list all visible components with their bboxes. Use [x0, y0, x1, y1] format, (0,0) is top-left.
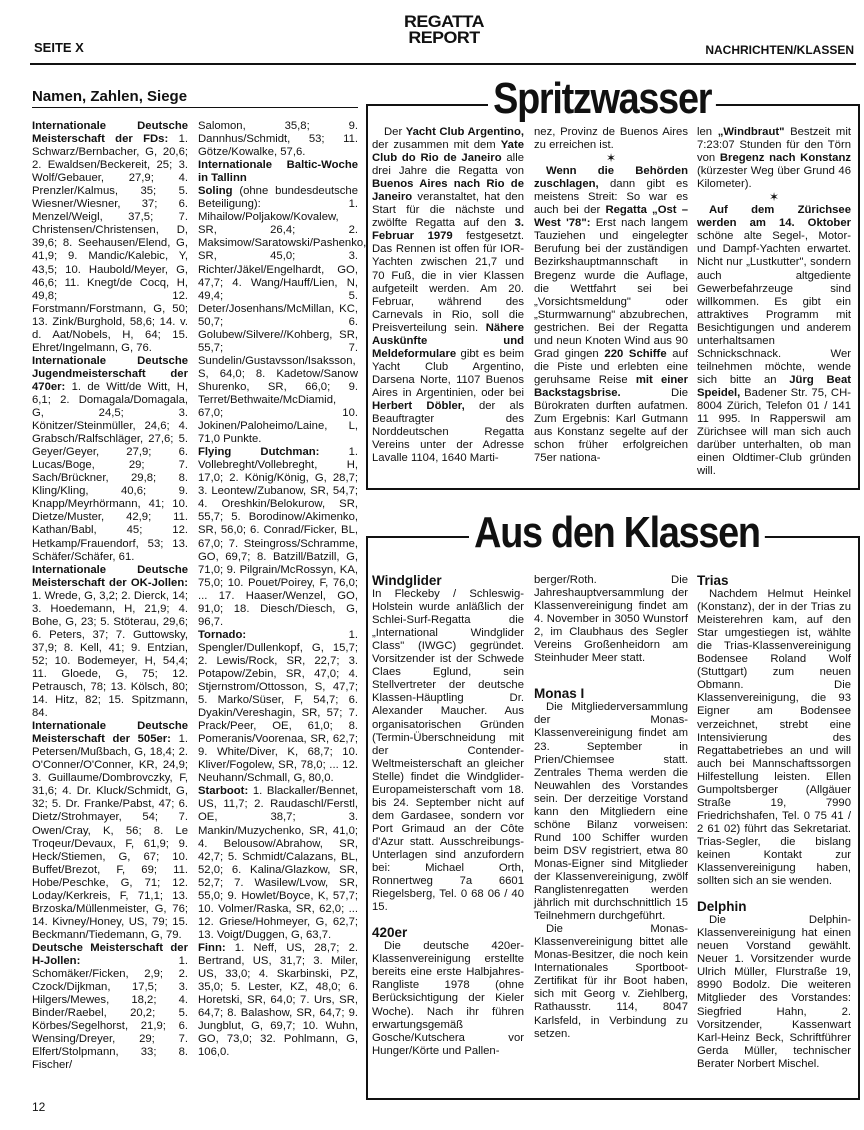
text-run: Bestzeit mit 7:23:07 Stunden für den Törn von: [697, 126, 851, 165]
bold-run: 3. Februar 1979: [372, 217, 524, 243]
text-run: der zusammen mit dem: [372, 139, 501, 152]
results-column-2: [198, 120, 367, 1059]
bold-run: 220 Schiffe: [604, 347, 667, 360]
result-entry: [32, 564, 188, 721]
page-label: SEITE X: [34, 40, 84, 55]
result-text: 1. Blackaller/Bennet, US, 11,7; 2. Raudaschl/Ferstl, OE, 38,7; 3. Mankin/Muzychenko, SR, 41,0; 4. Belousow/Abrahow, SR, 42,7; 5. Schmidt/Calazans, BL, 52,0; 6. Kalina/Glazkow, SR, 52,7; 7. Wasilew/Lvow, SR, 55,0; 9. Howlet/Boyce, K, 57,7; 10. Volmer/Raska, SR, 62,0; ... 12. Griese/Hohmeyer, G, 62,7; 13. Voigt/Duggen, G, 63,7.: [198, 785, 358, 941]
text-run: Der: [384, 126, 406, 138]
text-run: festgesetzt. Das Rennen ist offen für IOR-Yachten zwischen 21,7 und 70 Fuß, die in vier Klassen aufgeteilt werden. Am 20. Februar, während des Carnevals in Rio, soll die Preisverteilung sein.: [372, 230, 524, 334]
text-run: veranstaltet, hat den Start für die nächste und zwölfte Regatta auf den: [372, 191, 524, 230]
result-heading: Internationale Deutsche Meisterschaft der 505er:: [32, 720, 188, 746]
c420-text-cont: berger/Roth. Die Jahreshauptversammlung der Klassenvereinigung findet am 4. November in 3050 Wunstorf 2, im Claubhaus des Segler Vereins Großenheidorn am Steinhuder Meer statt.: [534, 574, 688, 665]
result-heading: Internationale Deutsche Jugendmeisterschaft der 470er:: [32, 354, 188, 393]
trias-text: Nachdem Helmut Heinkel (Konstanz), der in der Trias zu Meisterehren kam, auf den Star umgestiegen ist, wählte die Trias-Klassenvereinigung Bodensee Roland Wolf (Stuttgart) zum neuen Obmann. Die Klassenvereinigung, die 93 Eigner am Bodensee verzeichnet, strebt eine Intensivierung des Regattabetriebes an und will auch bei Mannschaftssorgen Hilfestellung leisten. Ellen Gumpoltsberger (Allgäuer Straße 19, 7990 Friedrichshafen, Tel. 0 75 41 / 2 61 02) führt das Sekretariat. Trias-Segler, die bislang keinen Kontakt zur Klassenvereinigung haben, sollten sich an sie wenden.: [697, 588, 851, 888]
page-number: 12: [32, 1100, 46, 1114]
windglider-text: In Fleckeby / Schleswig-Holstein wurde anläßlich der Schlei-Surf-Regatta die „International Windglider Class" (IWGC) gegründet. Vorsitzender ist der Schwede Claes Eglund, sein Stellvertreter der deutsche Klassen-Häuptling Dr. Alexander Maucher. Aus organisatorischen Gründen (Termin-Überschneidung mit der Contender-Weltmeisterschaft an gleicher Stelle) findet die Windglider-Europameisterschaft vom 18. bis 24. September nicht auf dem Gardasee, sondern vor Port Grimaud an der Côte d'Azur statt. Ausschreibungs-Unterlagen sind anzufordern bei: Michael Orth, Ronnertweg 7a 6601 Riegelsberg, Tel. 0 68 06 / 40 15.: [372, 588, 524, 914]
text-run: schöne alte Segel-, Motor- und Dampf-Yachten erwartet. Nicht nur „Lustkutter", sondern auch altgediente Gewerbefahrzeuge sind willkommen. Es gibt ein attraktives Programm mit Besichtigungen und anderem unterhaltsamen Schnickschnack. Wer teilnehmen möchte, wende sich bitte an: [697, 230, 851, 386]
separator-star-icon: ✶: [605, 151, 617, 166]
text-run: len: [697, 126, 718, 138]
result-text: 1. de Witt/de Witt, H, 6,1; 2. Domagala/Domagala, G, 24,5; 3. Könitzer/Steinmüller, 24,6; 4. Grabsch/Ralfschläger, 27,6; 5. Geyer/Geyer, 27,9; 6. Lucas/Boge, 29; 7. Sach/Brückner, 29,8; 8. Kling/Kling, 40,6; 9. Knapp/Meyrhörmann, 41; 10. Dietze/Muster, 42,9; 11. Kathan/Babl, 45; 12. Hetkamp/Frauendorf, 53; 13. Schäfer/Schäfer, 61.: [32, 380, 188, 563]
result-heading: Tornado:: [198, 628, 247, 641]
result-heading: Internationale Baltic-Woche in Tallinn: [198, 159, 358, 185]
result-heading: Starboot:: [198, 785, 249, 798]
result-heading: Flying Dutchman:: [198, 446, 320, 459]
monas-text-2: Die Monas-Klassenvereinigung bittet alle Monas-Besitzer, die noch kein Internationales Sportboot-Zertifikat für ihr Boot haben, sich mit Georg v. Ziehlberg, Rathausstr. 114, 8047 Karlsfeld, in Verbindung zu setzen.: [534, 923, 688, 1040]
bold-run: Regatta „Ost – West '78":: [534, 204, 688, 230]
result-text: 1. Neff, US, 28,7; 2. Bertrand, US, 31,7; 3. Miler, US, 33,0; 4. Skarbinski, PZ, 35,0; 5. Lester, KZ, 48,0; 6. Horetski, SR, 64,0; 7. Urs, SR, 64,7; 8. Balashow, SR, 64,7; 9. Jungblut, G, 69,7; 10. Wuhn, GO, 73,0; 32. Pohlmann, G, 106,0.: [198, 941, 358, 1059]
text-run: Badener Str. 75, CH-8004 Zürich, Telefon 01 / 141 11 995. In Rapperswil am Zürichsee will man sich auch darüber unterhalten, ob man einen Oldtimer-Club gründen will.: [697, 386, 851, 478]
bold-run: Wenn die Behörden zuschlagen,: [534, 165, 688, 191]
result-text: 1. Petersen/Mußbach, G, 18,4; 2. O'Conner/O'Conner, KR, 24,9; 3. Guillaume/Dombrovczky, F, 31,6; 4. Dr. Kluck/Schmidt, G, 32; 5. Dr. Franke/Pabst, 47; 6. Dietz/Strohmayer, 54; 7. Owen/Cray, K, 56; 8. Le Troqeur/Devaux, F, 61,9; 9. Heck/Stiemen, G, 67; 10. Buffet/Brezot, F, 69; 11. Hobe/Peschke, G, 71; 12. Loday/Kerkreis, F, 71,1; 13. Brzoska/Müllenmeister, G, 76; 14. Kivney/Honey, US, 79; 15. Beckmann/Tiedemann, G, 79.: [32, 733, 188, 941]
logo-line-2: REPORT: [408, 28, 480, 47]
spritzwasser-title: Spritzwasser: [488, 74, 716, 124]
bold-run: Herbert Döbler,: [372, 399, 465, 412]
result-entry: [198, 185, 367, 446]
result-entry: [32, 942, 188, 1072]
windglider-heading: Windglider: [372, 573, 442, 588]
text-run: gibt es beim Yacht Club Argentino, Darsena Norte, 1107 Buenos Aires in Argentinien, oder bei: [372, 347, 524, 399]
bold-run: Buenos Aires nach Rio de Janeiro: [372, 178, 524, 204]
delphin-text: Die Delphin-Klassenvereinigung hat einen neuen Vorstand gewählt. Neuer 1. Vorsitzender wurde Ulrich Müller, Flurstraße 19, 8990 Bodolz. Die weiteren Mitglieder des Vorstandes: Siegfried Hahn, 2. Vorsitzender, Kassenwart Karl-Heinz Beck, Schriftführer Gerda Müller, technischer Berater Norbert Mischel.: [697, 914, 851, 1070]
result-text: (ohne bundesdeutsche Beteiligung): 1. Mihailow/Poljakow/Kovalew, SR, 26,4; 2. Maksimow/Saratowski/Pashenko, SR, 45,0; 3. Richter/Jäkel/Engelhardt, GO, 47,7; 4. Wang/Hauff/Lien, N, 49,4; 5. Deter/Josenhans/McMillan, KC, 50,7; 6. Golubew/Silvere//Kohberg, SR, 55,7; 7. Sundelin/Gustavsson/Isaksson, S, 64,0; 8. Kadetow/Sanow Shurenko, SR, 66,0; 9. Terret/Bethwaite/McDiamid, 67,0; 10. Jokinen/Paloheimo/Laine, L, 71,0 Punkte.: [198, 185, 367, 446]
bold-run: Bregenz nach Konstanz: [719, 152, 851, 165]
result-heading: Internationale Deutsche Meisterschaft der OK-Jollen:: [32, 563, 188, 589]
result-text: 1. Wrede, G, 3,2; 2. Dierck, 14; 3. Hoedemann, H, 21,9; 4. Bohe, G, 23; 5. Stöterau, 29,6; 6. Peters, 37; 7. Guttowsky, 37,9; 8. Kell, 41; 9. Entzian, 52; 10. Bodemeyer, H, 54,4; 11. Gloede, G, 75; 12. Petrausch, 78; 13. Kölsch, 80; 14. Hitz, 82; 15. Spitzmann, 84.: [32, 589, 188, 720]
monas-text: Die Mitgliederversammlung der Monas-Klassenvereinigung findet am 23. September in Prien/Chiemsee statt. Zentrales Thema werden die Neuwahlen des Vorstandes sein. Der derzeitige Vorstand kann den Mitgliedern eine schöne Bilanz vorweisen: Rund 100 Schiffer wurden beim DSV registriert, etwa 80 Monas-Eigner sind Mitglieder der Klassenvereinigung, zwölf Ranglistenregatten werden jährlich mit durchschnittlich 15 Teilnehmern durchgeführt.: [534, 701, 688, 923]
result-text: 1. Spengler/Dullenkopf, G, 15,7; 2. Lewis/Rock, SR, 22,7; 3. Potapow/Zebin, SR, 47,0; 4. Stjernstrom/Ottosson, S, 47,7; 5. Marko/Süser, F, 54,7; 6. Dyakin/Vereshagin, SR, 57; 7. Prack/Peer, OE, 61,0; 8. Pomeranis/Voorenaa, SR, 62,7; 9. White/Diver, K, 68,7; 10. Kliver/Fogolew, SR, 78,0; ... 12. Neuhann/Schmall, G, 80,0.: [198, 628, 358, 785]
bold-run: Jürg Beat Speidel,: [697, 373, 851, 399]
bold-run: Yacht Club Argentino,: [405, 126, 524, 138]
result-entry: [198, 629, 358, 786]
text-run: auf die Piste und erlebten eine geruhsame Reise: [534, 347, 688, 386]
result-text: 1. Vollebreght/Vollebreght, H, 17,0; 2. König/König, G, 28,7; 3. Leontew/Zubanow, SR, 54,7; 4. Oreshkin/Belokurow, SR, 55,7; 5. Borodinow/Akimenko, SR, 56,0; 6. Conrad/Ficker, BL, 67,0; 7. Steingross/Schramme, GO, 69,7; 8. Batzill/Batzill, G, 71,0; 9. Pilgrain/McRossyn, KA, 75,0; 10. Pouet/Poirey, F, 76,0; ... 17. Haaser/Wenzel, GO, 91,0; 18. Diesch/Diesch, G, 96,7.: [198, 446, 358, 628]
delphin-heading: Delphin: [697, 899, 747, 915]
result-text: 1. Schwarz/Bernbacher, G, 20,6; 2. Ewaldsen/Beckereit, 25; 3. Wolf/Gebauer, 27,9; 4. Prenzler/Kalmus, 35; 5. Wiesner/Wiesner, 37; 6. Menzel/Weigl, 37,5; 7. Christensen/Christensen, D, 39,6; 8. Seehausen/Elend, G, 41,9; 9. Mandic/Kalebic, Y, 43,5; 10. Haubold/Meyer, G, 46,6; 11. Knegt/de Cocq, H, 49,8; 12. Forstmann/Forstmann, G, 50; 13. Zink/Burghold, 58,6; 14. v. d. Aat/Nobels, H, 64; 15. Ehret/Ingelmann, G, 76.: [32, 133, 188, 354]
text-run: Die Bürokraten durften aufatmen. Zum Ergebnis: Karl Gutmann aus Konstanz segelte auf der schon früher erfolgreichen 75er nationa-: [534, 386, 688, 465]
klassen-title: Aus den Klassen: [469, 508, 765, 558]
results-heading: Namen, Zahlen, Siege: [32, 88, 358, 108]
monas-heading: Monas I: [534, 686, 585, 702]
text-run: (kürzester Weg über Grund 46 Kilometer).: [697, 165, 851, 191]
result-entry: [32, 355, 188, 564]
bold-run: Auf dem Zürichsee werden am 14. Oktober: [697, 204, 851, 230]
bold-run: „Windbraut": [717, 126, 785, 138]
result-entry: [198, 942, 358, 1059]
result-entry: [198, 446, 358, 629]
result-entry: [198, 159, 358, 185]
klassen-column-1: [372, 574, 524, 1058]
spritzwasser-column-3: [697, 126, 851, 478]
bold-run: Yate Club do Rio de Janeiro: [372, 139, 524, 165]
text-run: Erst nach langem Tauziehen und eingelegter Berufung bei der zuständigen Bezirkshauptmannschaft in Bregenz wurde die Auflage, die Wettfahrt sei bei „Vorsichtsmeldung" oder „Sturmwarnung" abzubrechen, gestrichen. Bei der Regatta und neun Knoten Wind aus 90 Grad gingen: [534, 217, 688, 360]
c420-heading: 420er: [372, 925, 408, 941]
result-entry: [32, 720, 188, 942]
klassen-column-2: [534, 574, 688, 1041]
regatta-report-logo: [396, 14, 493, 46]
bold-run: Nähere Auskünfte und Meldeformulare: [372, 321, 524, 360]
section-label: NACHRICHTEN/KLASSEN: [705, 43, 854, 57]
result-entry: [198, 120, 358, 159]
klassen-column-3: [697, 574, 851, 1071]
result-heading: Internationale Deutsche Meisterschaft der FDs:: [32, 120, 188, 146]
result-entry: [32, 120, 188, 355]
text-run: nez, Provinz de Buenos Aires zu erreichen ist.: [534, 126, 688, 152]
result-heading: Soling: [198, 185, 233, 198]
result-heading: Deutsche Meisterschaft der H-Jollen:: [32, 941, 188, 967]
trias-heading: Trias: [697, 573, 729, 588]
header-rule: [30, 63, 856, 65]
spritzwasser-column-1: [372, 126, 524, 465]
text-run: alle drei Jahre die Regatta von: [372, 152, 524, 178]
c420-text: Die deutsche 420er-Klassenvereinigung erstellte bereits eine erste Halbjahres-Rangliste 1978 (ohne Berücksichtigung der Kieler Woche). Nach ihr führen erwartungsgemäß Gosche/Kutschera vor Hunger/Körte und Pallen-: [372, 940, 524, 1057]
separator-star-icon: ✶: [768, 190, 780, 205]
result-entry: [198, 785, 358, 942]
result-heading: Finn:: [198, 941, 226, 954]
bold-run: mit einer Backstagsbrise.: [534, 373, 688, 399]
result-text: 1. Schomäker/Ficken, 2,9; 2. Czock/Dijkman, 17,5; 3. Hilgers/Mewes, 18,2; 4. Binder/Raebel, 20,2; 5. Körbes/Segelhorst, 21,9; 6. Wensing/Dreyer, 29; 7. Elfert/Stolpmann, 33; 8. Fischer/: [32, 955, 188, 1072]
result-text: Salomon, 35,8; 9. Dannhus/Schmidt, 53; 11. Götze/Kowalke, 57,6.: [198, 120, 358, 159]
text-run: dann gibt es meistens Streit: So war es auch bei der: [534, 178, 688, 217]
page-header: [0, 0, 864, 66]
text-run: der als Beauftragter des Norddeutschen Regatta Vereins unter der Adresse Lavalle 1104, 1640 Marti-: [372, 399, 524, 465]
spritzwasser-column-2: [534, 126, 688, 465]
logo-line-1: REGATTA: [404, 12, 484, 31]
results-column-1: [32, 120, 188, 1072]
